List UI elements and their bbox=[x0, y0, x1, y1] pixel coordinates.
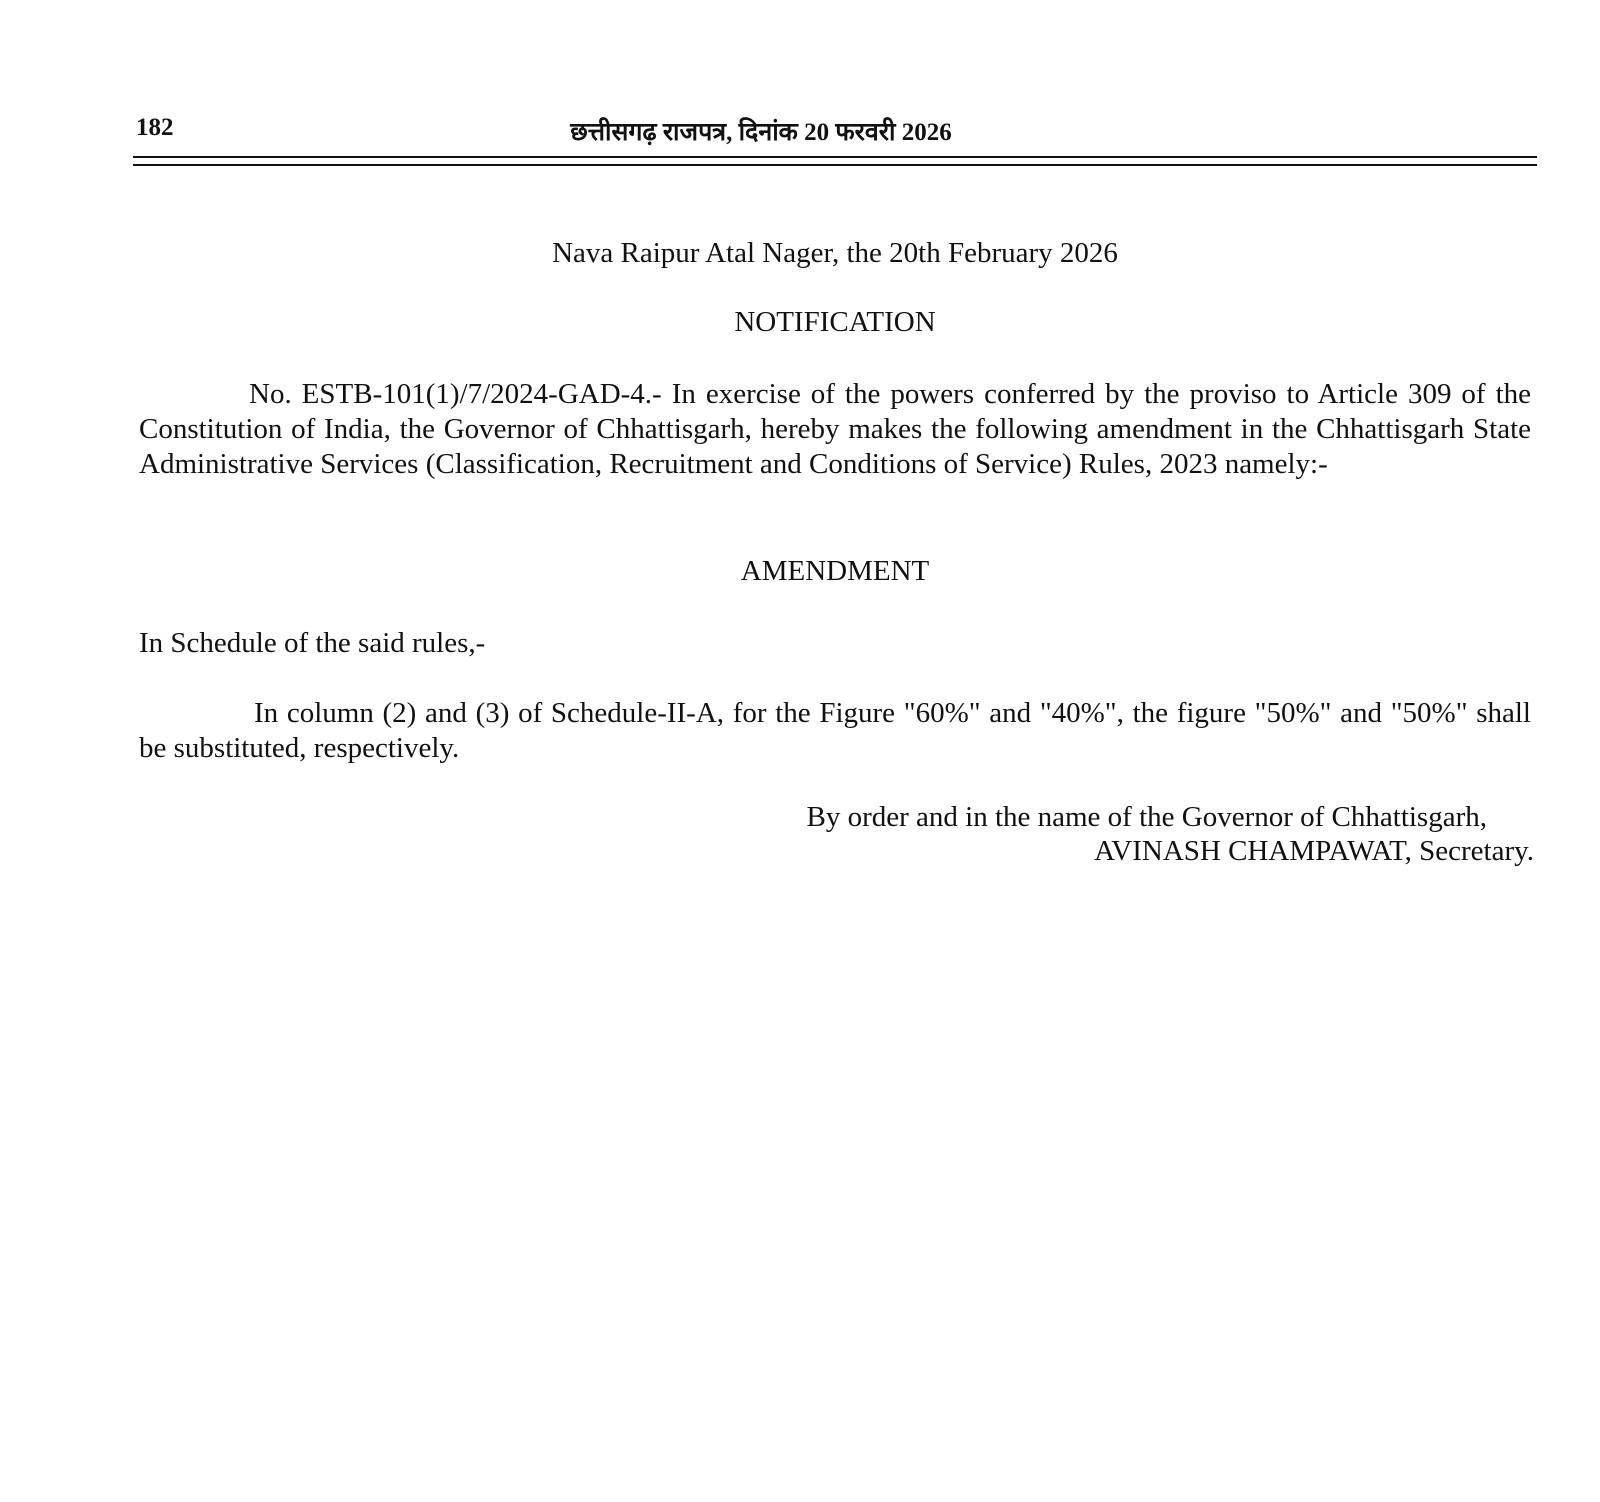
schedule-line: In Schedule of the said rules,- bbox=[139, 627, 486, 659]
order-line: By order and in the name of the Governor of Chhattisgarh, bbox=[806, 801, 1487, 833]
header-double-rule bbox=[133, 156, 1537, 166]
signature-block bbox=[806, 800, 1534, 868]
page-header bbox=[136, 110, 1536, 150]
notification-intro-paragraph: No. ESTB-101(1)/7/2024-GAD-4.- In exercise of the powers conferred by the proviso to Article 309 of the Constitution of India, the Governor of Chhattisgarh, hereby makes the following amendment in the Chhattisgarh State Administrative Services (Classification, Recruitment and Conditions of Service) Rules, 2023 namely:- bbox=[139, 378, 1531, 480]
amendment-heading: AMENDMENT bbox=[740, 555, 930, 587]
gazette-running-title: छत्तीसगढ़ राजपत्र, दिनांक 20 फरवरी 2026 bbox=[570, 119, 952, 146]
notification-heading: NOTIFICATION bbox=[734, 306, 936, 338]
substitution-paragraph: In column (2) and (3) of Schedule-II-A, for the Figure "60%" and "40%", the figure "50%" and "50%" shall be substituted, respectively. bbox=[139, 697, 1531, 764]
page-number: 182 bbox=[136, 114, 174, 141]
dateline: Nava Raipur Atal Nager, the 20th February 2026 bbox=[552, 237, 1118, 269]
signatory-name: AVINASH CHAMPAWAT, Secretary. bbox=[1094, 835, 1534, 867]
